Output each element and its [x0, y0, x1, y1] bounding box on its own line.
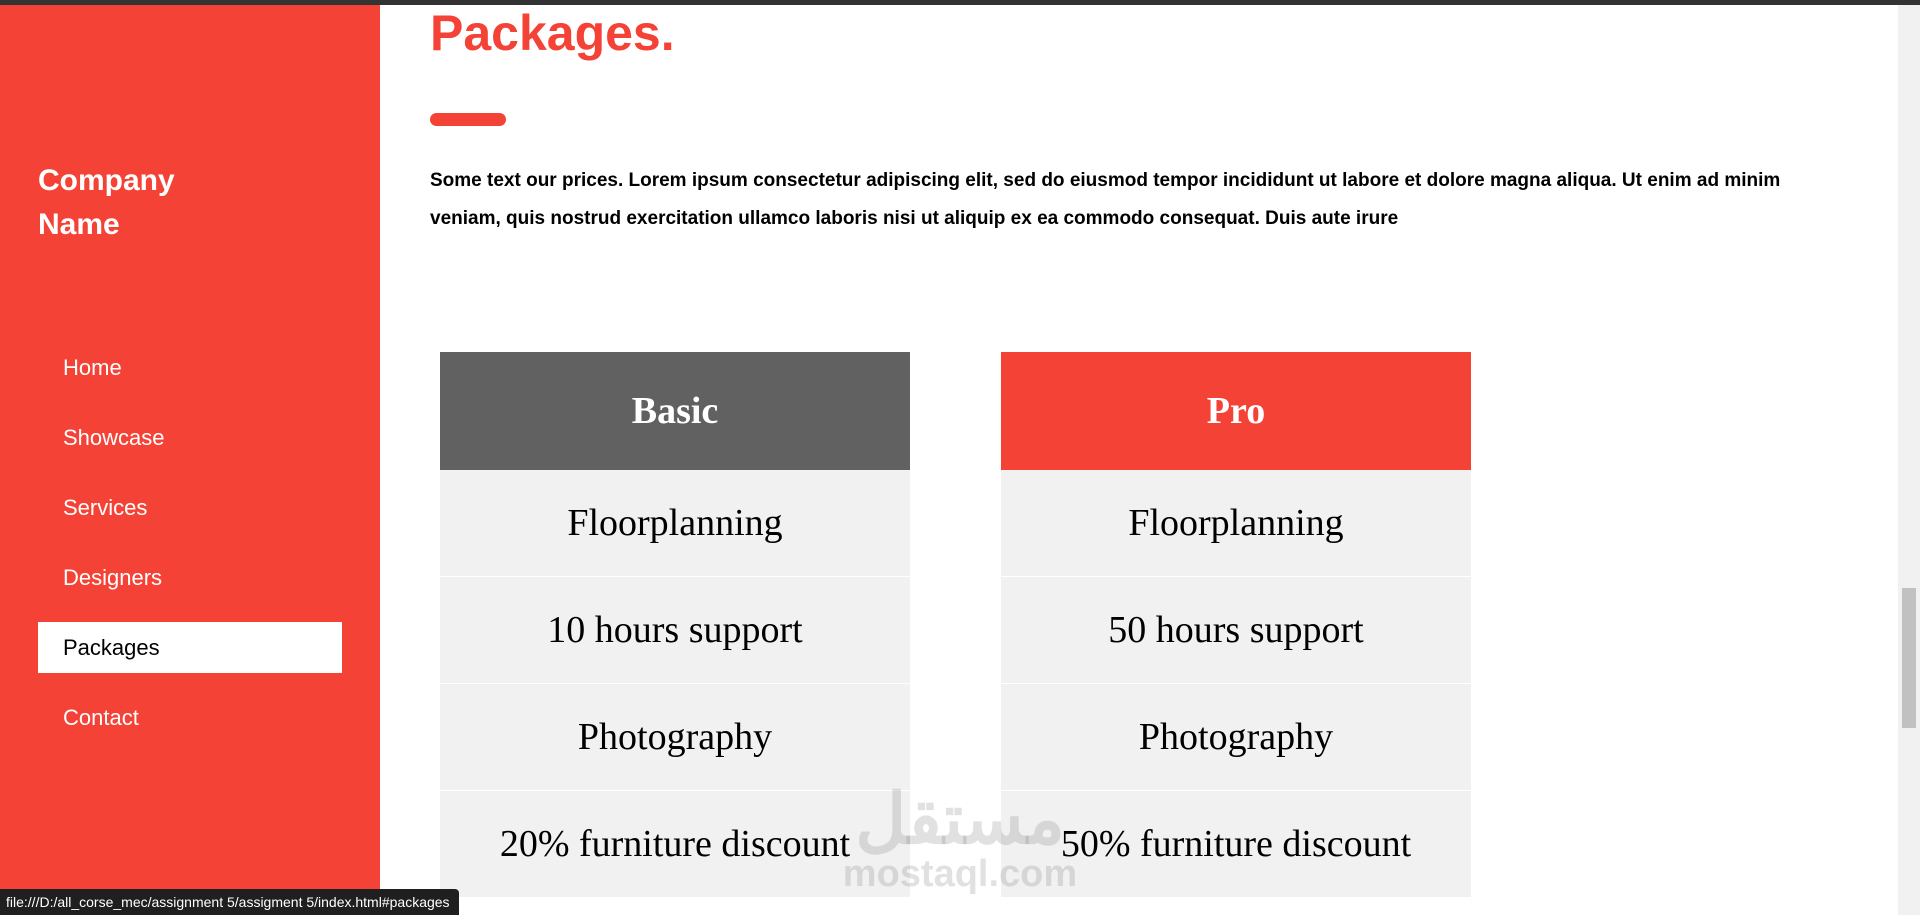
- section-title: Packages.: [430, 5, 675, 61]
- nav-item-packages[interactable]: Packages: [38, 622, 342, 673]
- package-feature: 20% furniture discount: [440, 791, 910, 898]
- section-intro: Some text our prices. Lorem ipsum consectetur adipiscing elit, sed do eiusmod tempor incididunt ut labore et dolore magna aliqua. Ut enim ad minim veniam, quis nostrud exercitation ullamco laboris nisi ut aliquip ex ea commodo consequat. Duis aute irure: [430, 170, 1781, 229]
- package-header: Basic: [440, 352, 910, 470]
- sidebar-nav: [38, 342, 342, 762]
- nav-item-showcase[interactable]: Showcase: [63, 425, 165, 450]
- package-feature: Photography: [440, 684, 910, 791]
- package-feature: 50% furniture discount: [1001, 791, 1471, 898]
- nav-item-home[interactable]: Home: [63, 355, 122, 380]
- vertical-scrollbar[interactable]: [1898, 5, 1920, 915]
- status-bar-url: file:///D:/all_corse_mec/assignment 5/assigment 5/index.html#packages: [0, 889, 459, 915]
- watermark-latin: mostaql.com: [842, 853, 1078, 895]
- title-underline: [430, 113, 506, 126]
- package-pro: [1001, 352, 1471, 898]
- nav-item-services[interactable]: Services: [63, 495, 148, 520]
- package-feature: 50 hours support: [1001, 577, 1471, 684]
- company-name: Company Name: [38, 164, 175, 241]
- package-feature: Photography: [1001, 684, 1471, 791]
- package-feature: 10 hours support: [440, 577, 910, 684]
- package-basic: [440, 352, 910, 898]
- main-content: [430, 0, 1810, 915]
- watermark-arabic: مستقل: [855, 780, 1065, 858]
- package-feature: Floorplanning: [1001, 470, 1471, 577]
- package-feature: Floorplanning: [440, 470, 910, 577]
- nav-item-contact[interactable]: Contact: [63, 705, 139, 730]
- scrollbar-thumb[interactable]: [1902, 588, 1916, 728]
- package-header: Pro: [1001, 352, 1471, 470]
- nav-item-designers[interactable]: Designers: [63, 565, 163, 590]
- sidebar: [0, 5, 380, 915]
